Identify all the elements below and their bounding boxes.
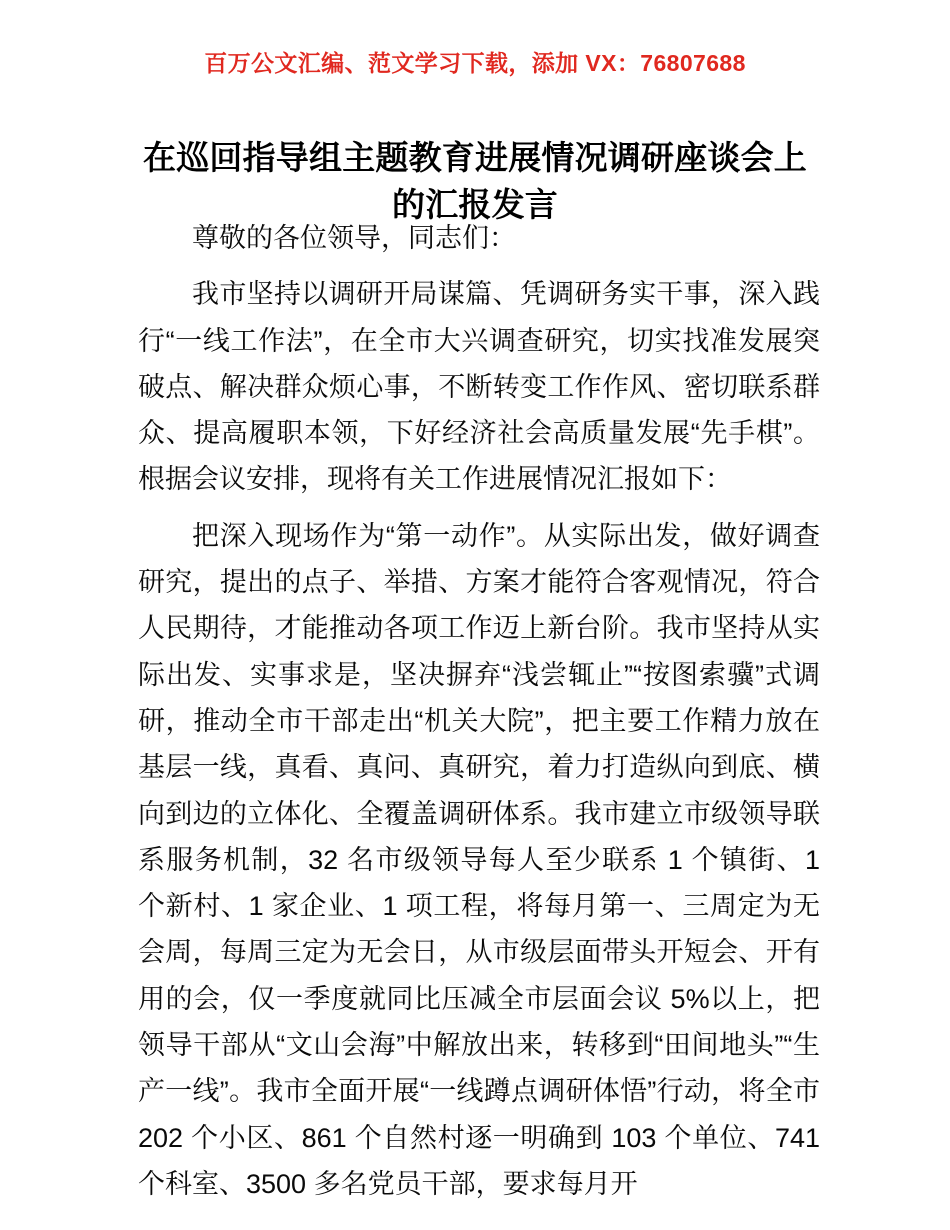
salutation-paragraph: 尊敬的各位领导，同志们： xyxy=(192,223,516,253)
promo-banner xyxy=(0,52,950,75)
body-paragraph-1: 我市坚持以调研开局谋篇、凭调研务实干事，深入践行“一线工作法”，在全市大兴调查研究，切实找准发展突破点、解决群众烦心事，不断转变工作作风、密切联系群众、提高履职本领，下好经济社会高质量发展“先手棋”。根据会议安排，现将有关工作进展情况汇报如下： xyxy=(138,279,820,495)
body-paragraph-2: 把深入现场作为“第一动作”。从实际出发，做好调查研究，提出的点子、举措、方案才能符合客观情况，符合人民期待，才能推动各项工作迈上新台阶。我市坚持从实际出发、实事求是，坚决摒弃“浅尝辄止”“按图索骥”式调研，推动全市干部走出“机关大院”，把主要工作精力放在基层一线，真看、真问、真研究，着力打造纵向到底、横向到边的立体化、全覆盖调研体系。我市建立市级领导联系服务机制，32 名市级领导每人至少联系 1 个镇街、1 个新村、1 家企业、1 项工程，将每月第一、三周定为无会周，每周三定为无会日，从市级层面带头开短会、开有用的会，仅一季度就同比压减全市层面会议 5%以上，把领导干部从“文山会海”中解放出来，转移到“田间地头”“生产一线”。我市全面开展“一线蹲点调研体悟”行动，将全市 202 个小区、861 个自然村逐一明确到 103 个单位、741 个科室、3500 多名党员干部，要求每月开 xyxy=(138,520,820,1199)
document-body xyxy=(138,215,820,1207)
document-title: 在巡回指导组主题教育进展情况调研座谈会上的汇报发言 xyxy=(143,139,807,224)
promo-banner-text: 百万公文汇编、范文学习下载，添加 VX：76807688 xyxy=(204,50,746,76)
